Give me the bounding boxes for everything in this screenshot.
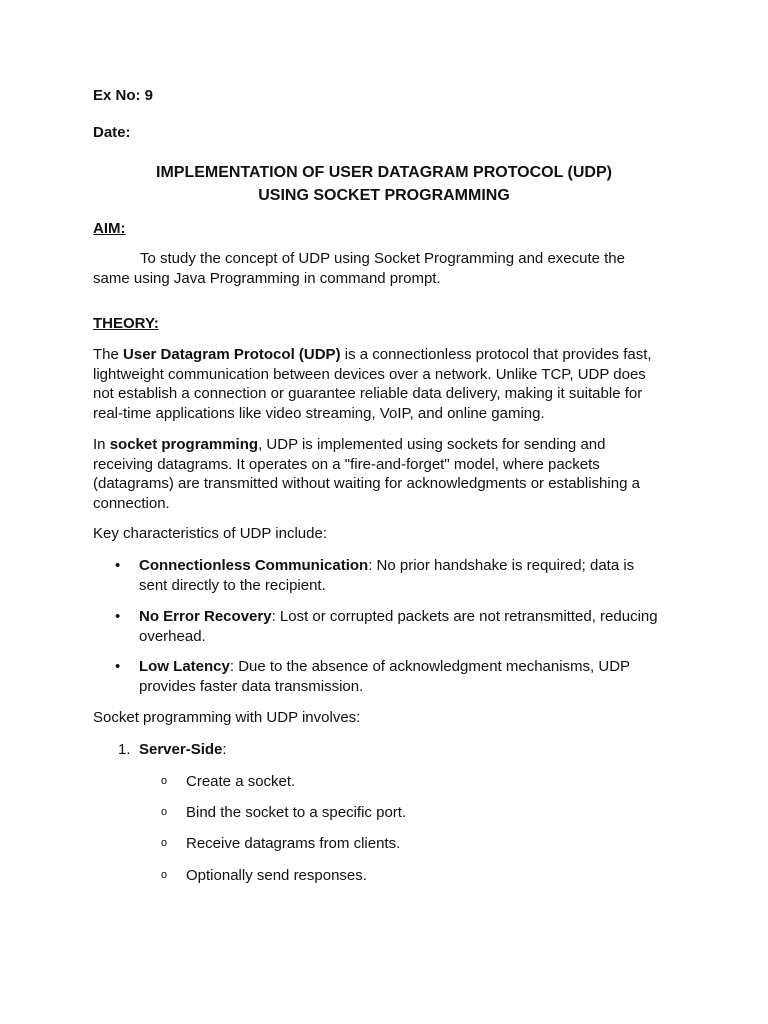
date-label: Date: bbox=[93, 124, 131, 141]
bullet-line1-rest: : Due to the absence of acknowledgment mechanisms, UDP bbox=[229, 658, 631, 675]
socket-programming-term: socket programming bbox=[109, 436, 259, 453]
bullet-term: No Error Recovery bbox=[139, 608, 272, 625]
circle-marker-icon: o bbox=[161, 869, 168, 881]
circle-marker-icon: o bbox=[161, 806, 168, 818]
bullet-line-2: overhead. bbox=[139, 627, 206, 645]
theory-p2-line-4: connection. bbox=[93, 494, 170, 512]
socket-programming-intro: Socket programming with UDP involves: bbox=[93, 709, 361, 726]
bullet-text bbox=[139, 657, 684, 696]
numbered-item-rest: : bbox=[222, 741, 227, 758]
sub-list-text: Bind the socket to a specific port. bbox=[186, 804, 407, 821]
theory-p1-line1-rest: is a connectionless protocol that provides fast, bbox=[340, 346, 652, 363]
aim-heading: AIM: bbox=[93, 220, 126, 237]
theory-p2-line1-rest: , UDP is implemented using sockets for sending and bbox=[258, 436, 606, 453]
theory-heading: THEORY: bbox=[93, 315, 159, 332]
bullet-line1-rest: : No prior handshake is required; data is bbox=[368, 557, 635, 574]
document-title bbox=[93, 161, 675, 207]
bullet-marker: • bbox=[115, 557, 121, 574]
numbered-item-text bbox=[139, 740, 227, 760]
theory-p2-line-3: (datagrams) are transmitted without waiting for acknowledgments or establishing a bbox=[93, 475, 640, 492]
sub-list-text: Create a socket. bbox=[186, 773, 296, 790]
aim-line-2: same using Java Programming in command prompt. bbox=[93, 269, 441, 287]
udp-term: User Datagram Protocol (UDP) bbox=[123, 346, 341, 363]
bullet-term: Connectionless Communication bbox=[139, 557, 369, 574]
sub-list-text: Optionally send responses. bbox=[186, 867, 367, 884]
bullet-text bbox=[139, 607, 684, 646]
bullet-marker: • bbox=[115, 608, 121, 625]
bullet-text bbox=[139, 556, 684, 595]
theory-p2-line-2: receiving datagrams. It operates on a "fire-and-forget" model, where packets bbox=[93, 455, 600, 473]
server-side-term: Server-Side bbox=[139, 741, 223, 758]
circle-marker-icon: o bbox=[161, 837, 168, 849]
theory-p1-line-3: not establish a connection or guarantee reliable data delivery, making it suitable for bbox=[93, 385, 643, 402]
theory-p2-line-1 bbox=[93, 435, 683, 455]
exercise-number: Ex No: 9 bbox=[93, 87, 154, 104]
aim-paragraph bbox=[93, 249, 683, 288]
aim-line-1: To study the concept of UDP using Socket Programming and execute the bbox=[140, 250, 625, 267]
bullet-line1-rest: : Lost or corrupted packets are not retransmitted, reducing bbox=[271, 608, 658, 625]
title-line-2: USING SOCKET PROGRAMMING bbox=[258, 187, 510, 204]
bullet-line-2: sent directly to the recipient. bbox=[139, 576, 326, 594]
theory-paragraph-2 bbox=[93, 435, 683, 513]
numbered-item-number: 1. bbox=[118, 741, 131, 758]
bullet-marker: • bbox=[115, 658, 121, 675]
sub-list-text: Receive datagrams from clients. bbox=[186, 835, 401, 852]
theory-p2-prefix: In bbox=[93, 436, 110, 453]
key-characteristics-intro: Key characteristics of UDP include: bbox=[93, 525, 327, 542]
bullet-term: Low Latency bbox=[139, 658, 230, 675]
theory-p1-line-2: lightweight communication between devices over a network. Unlike TCP, UDP does bbox=[93, 365, 646, 383]
theory-p1-line-1 bbox=[93, 345, 683, 365]
theory-p1-line-4: real-time applications like video streaming, VoIP, and online gaming. bbox=[93, 404, 545, 422]
theory-paragraph-1 bbox=[93, 345, 683, 423]
title-line-1: IMPLEMENTATION OF USER DATAGRAM PROTOCOL (UDP) bbox=[156, 164, 612, 181]
theory-p1-prefix: The bbox=[93, 346, 124, 363]
bullet-line-2: provides faster data transmission. bbox=[139, 677, 364, 695]
circle-marker-icon: o bbox=[161, 775, 168, 787]
